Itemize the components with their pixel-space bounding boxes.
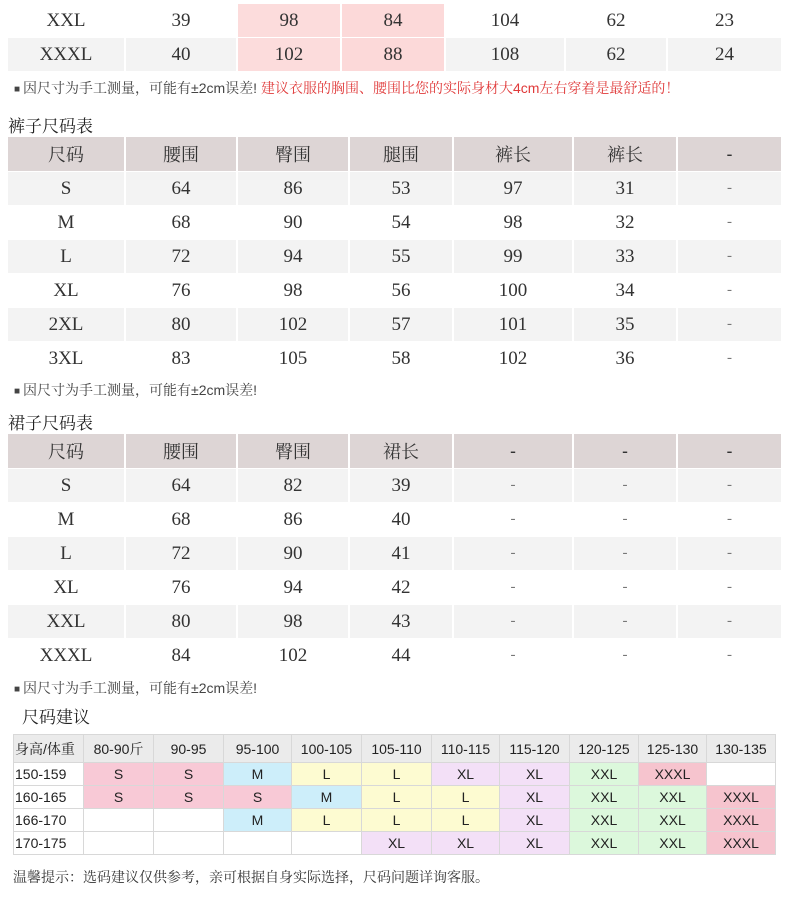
size-suggestion-cell: XXXL — [707, 832, 776, 855]
table-cell: - — [574, 537, 678, 571]
column-header: 尺码 — [8, 137, 126, 172]
table-cell: - — [574, 605, 678, 639]
table-cell: - — [678, 537, 783, 571]
table-cell: - — [678, 571, 783, 605]
table-cell: L — [8, 537, 126, 571]
table-cell: 72 — [126, 240, 238, 274]
table-cell: 101 — [454, 308, 574, 342]
table-cell: 83 — [126, 342, 238, 376]
size-suggestion-cell: XL — [432, 763, 500, 786]
table-cell: 40 — [350, 503, 454, 537]
bullet-square-icon: ■ — [14, 684, 21, 695]
table-row — [8, 4, 783, 38]
size-suggestion-cell: XXL — [639, 786, 707, 809]
column-header: 尺码 — [8, 434, 126, 469]
column-header: - — [454, 434, 574, 469]
table-cell: - — [678, 342, 783, 376]
table-cell: 98 — [238, 274, 350, 308]
table-row — [8, 537, 783, 571]
table-cell: 84 — [342, 4, 446, 38]
table-cell: - — [678, 639, 783, 673]
table-cell: 56 — [350, 274, 454, 308]
size-suggestion-cell: L — [432, 809, 500, 832]
table-cell: 86 — [238, 172, 350, 206]
table-cell: XL — [8, 274, 126, 308]
table-cell: 40 — [126, 38, 238, 72]
table-cell: 90 — [238, 537, 350, 571]
skirt-size-table — [8, 434, 783, 673]
table-cell: 64 — [126, 172, 238, 206]
table-cell: 62 — [566, 4, 668, 38]
table-cell: S — [8, 172, 126, 206]
table-row — [8, 240, 783, 274]
table-cell: - — [678, 308, 783, 342]
table-row — [8, 274, 783, 308]
table-cell: - — [454, 503, 574, 537]
table-cell: - — [574, 503, 678, 537]
table-header-row — [14, 735, 776, 763]
table-cell: 3XL — [8, 342, 126, 376]
table-cell: 55 — [350, 240, 454, 274]
skirt-note — [14, 678, 257, 698]
warm-tip: 温馨提示：选码建议仅供参考，亲可根据自身实际选择，尺码问题详询客服。 — [13, 869, 489, 885]
size-suggestion-cell: S — [224, 786, 292, 809]
table-cell: - — [454, 605, 574, 639]
table-cell: 76 — [126, 571, 238, 605]
table-cell: 39 — [126, 4, 238, 38]
column-header: 90-95 — [154, 735, 224, 763]
size-suggestion-cell — [154, 832, 224, 855]
size-suggestion-cell — [84, 832, 154, 855]
column-header: - — [678, 137, 783, 172]
height-range-label: 170-175 — [14, 832, 84, 855]
table-cell: 68 — [126, 503, 238, 537]
column-header: 115-120 — [500, 735, 570, 763]
table-cell: 82 — [238, 469, 350, 503]
top-note-red: 建议衣服的胸围、腰围比您的实际身材大4cm左右穿着是最舒适的！ — [260, 80, 680, 96]
table-row — [14, 786, 776, 809]
table-cell: - — [678, 605, 783, 639]
column-header: 95-100 — [224, 735, 292, 763]
pants-title: 裤子尺码表 — [8, 117, 93, 136]
table-cell: 98 — [238, 605, 350, 639]
table-cell: 53 — [350, 172, 454, 206]
table-cell: 98 — [454, 206, 574, 240]
table-cell: 68 — [126, 206, 238, 240]
table-cell: M — [8, 503, 126, 537]
size-suggestion-cell: L — [362, 809, 432, 832]
table-header-row — [8, 137, 783, 172]
recommend-title: 尺码建议 — [22, 708, 90, 727]
size-suggestion-cell: M — [224, 809, 292, 832]
table-cell: XXXL — [8, 639, 126, 673]
size-suggestion-cell: XXXL — [639, 763, 707, 786]
size-suggestion-cell: XL — [500, 763, 570, 786]
size-suggestion-cell: XXXL — [707, 809, 776, 832]
table-row — [14, 809, 776, 832]
size-suggestion-cell: S — [84, 763, 154, 786]
table-cell: 24 — [668, 38, 783, 72]
height-range-label: 166-170 — [14, 809, 84, 832]
table-cell: 32 — [574, 206, 678, 240]
column-header: 105-110 — [362, 735, 432, 763]
bullet-square-icon: ■ — [14, 84, 21, 95]
skirt-title: 裙子尺码表 — [8, 414, 93, 433]
column-header: - — [678, 434, 783, 469]
size-suggestion-cell: XL — [362, 832, 432, 855]
size-suggestion-cell: XL — [500, 809, 570, 832]
table-cell: 31 — [574, 172, 678, 206]
size-suggestion-cell: XXL — [570, 809, 639, 832]
table-cell: 43 — [350, 605, 454, 639]
size-suggestion-cell: XXL — [570, 832, 639, 855]
table-cell: 2XL — [8, 308, 126, 342]
column-header: 裤长 — [574, 137, 678, 172]
table-cell: - — [678, 274, 783, 308]
table-cell: XXL — [8, 605, 126, 639]
table-row — [14, 763, 776, 786]
table-cell: - — [678, 240, 783, 274]
bullet-square-icon: ■ — [14, 386, 21, 397]
table-cell: 108 — [446, 38, 566, 72]
table-cell: 76 — [126, 274, 238, 308]
column-header: 120-125 — [570, 735, 639, 763]
table-cell: - — [454, 469, 574, 503]
table-cell: 90 — [238, 206, 350, 240]
size-suggestion-cell — [84, 809, 154, 832]
table-cell: - — [454, 537, 574, 571]
table-cell: 35 — [574, 308, 678, 342]
table-row — [8, 308, 783, 342]
column-header: 腰围 — [126, 434, 238, 469]
size-suggestion-cell: XXL — [570, 786, 639, 809]
size-suggestion-cell — [224, 832, 292, 855]
table-cell: 58 — [350, 342, 454, 376]
table-cell: - — [678, 469, 783, 503]
pants-note — [14, 380, 257, 400]
column-header: 身高/体重 — [14, 735, 84, 763]
table-row — [8, 469, 783, 503]
table-cell: 36 — [574, 342, 678, 376]
table-cell: 80 — [126, 308, 238, 342]
table-cell: L — [8, 240, 126, 274]
size-suggestion-cell: XXL — [570, 763, 639, 786]
table-cell: 64 — [126, 469, 238, 503]
table-cell: 102 — [238, 639, 350, 673]
table-cell: 105 — [238, 342, 350, 376]
size-suggestion-cell: XXL — [639, 809, 707, 832]
table-row — [8, 206, 783, 240]
table-row — [8, 172, 783, 206]
height-range-label: 150-159 — [14, 763, 84, 786]
size-suggestion-cell: XL — [432, 832, 500, 855]
size-suggestion-cell: L — [292, 763, 362, 786]
table-cell: - — [454, 571, 574, 605]
table-cell: 88 — [342, 38, 446, 72]
column-header: 臀围 — [238, 434, 350, 469]
table-cell: XL — [8, 571, 126, 605]
top-note-gray: 因尺寸为手工测量，可能有±2cm误差! — [23, 80, 258, 96]
table-cell: 72 — [126, 537, 238, 571]
column-header: 100-105 — [292, 735, 362, 763]
table-cell: 57 — [350, 308, 454, 342]
column-header: 腿围 — [350, 137, 454, 172]
size-recommend-table — [13, 734, 776, 855]
table-cell: 80 — [126, 605, 238, 639]
table-cell: 102 — [238, 308, 350, 342]
column-header: 110-115 — [432, 735, 500, 763]
size-suggestion-cell: XXL — [639, 832, 707, 855]
table-cell: - — [454, 639, 574, 673]
table-row — [8, 639, 783, 673]
top-size-table — [8, 4, 783, 72]
table-cell: S — [8, 469, 126, 503]
column-header: 130-135 — [707, 735, 776, 763]
table-cell: 33 — [574, 240, 678, 274]
table-cell: XXL — [8, 4, 126, 38]
table-cell: 42 — [350, 571, 454, 605]
column-header: 腰围 — [126, 137, 238, 172]
top-note — [14, 78, 679, 98]
table-cell: 97 — [454, 172, 574, 206]
table-cell: - — [678, 206, 783, 240]
size-suggestion-cell: L — [362, 786, 432, 809]
column-header: 125-130 — [639, 735, 707, 763]
size-suggestion-cell — [292, 832, 362, 855]
table-cell: M — [8, 206, 126, 240]
size-suggestion-cell: M — [224, 763, 292, 786]
table-row — [8, 503, 783, 537]
column-header: 裤长 — [454, 137, 574, 172]
table-header-row — [8, 434, 783, 469]
table-cell: 102 — [454, 342, 574, 376]
table-cell: 41 — [350, 537, 454, 571]
table-cell: 94 — [238, 240, 350, 274]
size-suggestion-cell — [707, 763, 776, 786]
table-cell: 99 — [454, 240, 574, 274]
table-cell: - — [678, 503, 783, 537]
table-cell: - — [574, 639, 678, 673]
table-cell: XXXL — [8, 38, 126, 72]
table-cell: 100 — [454, 274, 574, 308]
pants-size-table — [8, 137, 783, 376]
table-cell: 98 — [238, 4, 342, 38]
size-suggestion-cell: M — [292, 786, 362, 809]
size-suggestion-cell: XL — [500, 786, 570, 809]
column-header: 裙长 — [350, 434, 454, 469]
size-suggestion-cell: XL — [500, 832, 570, 855]
table-cell: 94 — [238, 571, 350, 605]
table-cell: 62 — [566, 38, 668, 72]
size-suggestion-cell: S — [84, 786, 154, 809]
table-cell: 102 — [238, 38, 342, 72]
size-suggestion-cell — [154, 809, 224, 832]
size-suggestion-cell: S — [154, 763, 224, 786]
table-cell: 54 — [350, 206, 454, 240]
table-row — [8, 571, 783, 605]
table-row — [8, 38, 783, 72]
table-cell: 104 — [446, 4, 566, 38]
table-cell: - — [574, 469, 678, 503]
table-cell: 34 — [574, 274, 678, 308]
table-cell: 23 — [668, 4, 783, 38]
size-suggestion-cell: L — [432, 786, 500, 809]
column-header: - — [574, 434, 678, 469]
skirt-note-text: 因尺寸为手工测量，可能有±2cm误差! — [23, 680, 258, 696]
height-range-label: 160-165 — [14, 786, 84, 809]
table-cell: - — [574, 571, 678, 605]
pants-note-text: 因尺寸为手工测量，可能有±2cm误差! — [23, 382, 258, 398]
table-cell: 39 — [350, 469, 454, 503]
column-header: 臀围 — [238, 137, 350, 172]
size-suggestion-cell: L — [292, 809, 362, 832]
table-cell: 86 — [238, 503, 350, 537]
size-suggestion-cell: L — [362, 763, 432, 786]
size-suggestion-cell: S — [154, 786, 224, 809]
size-suggestion-cell: XXXL — [707, 786, 776, 809]
table-row — [14, 832, 776, 855]
table-cell: - — [678, 172, 783, 206]
column-header: 80-90斤 — [84, 735, 154, 763]
table-cell: 44 — [350, 639, 454, 673]
table-cell: 84 — [126, 639, 238, 673]
table-row — [8, 605, 783, 639]
table-row — [8, 342, 783, 376]
